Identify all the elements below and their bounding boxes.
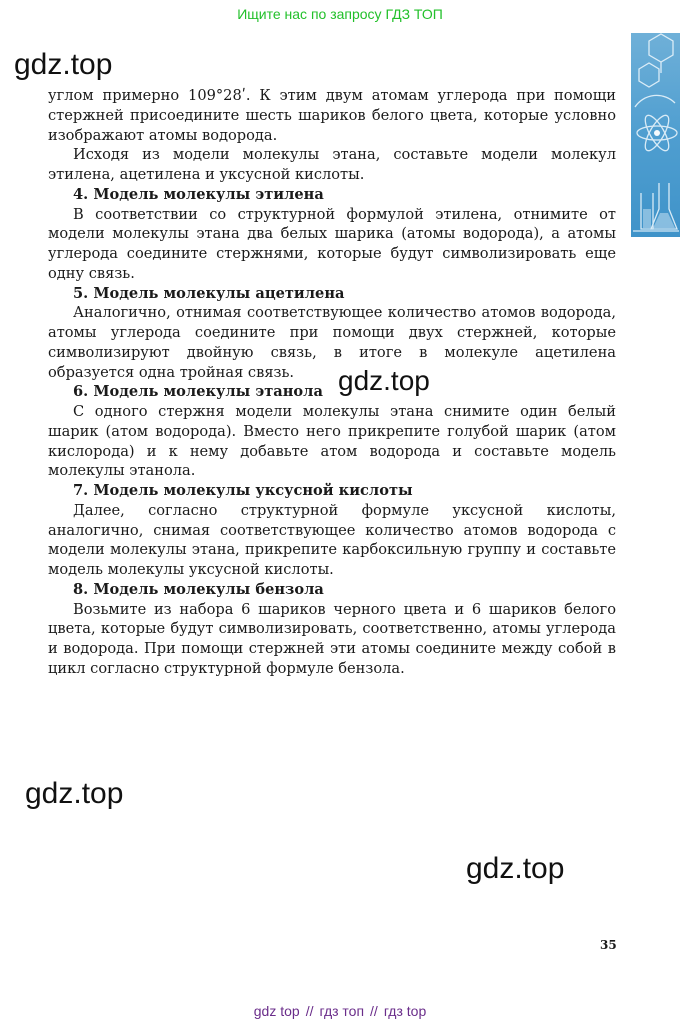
footer-link[interactable]: gdz top — [253, 1003, 300, 1019]
section-heading-ethylene: 4. Модель молекулы этилена — [73, 185, 324, 203]
paragraph-continuation: углом примерно 109°28ʹ. К этим двум атомам углерода при помощи стержней присоедините шесть шариков белого цвета, которые условно изображают атомы водорода. — [48, 87, 616, 144]
paragraph-ethylene: В соответствии со структурной формулой этилена, отнимите от модели молекулы этана два белых шарика (атомы водорода), а атомы углерода соедините стержнями, которые будут символизировать еще одну связь. — [48, 205, 616, 282]
section-heading-ethanol: 6. Модель молекулы этанола — [73, 383, 323, 401]
section-heading-acetic-acid: 7. Модель молекулы уксусной кислоты — [73, 482, 413, 499]
watermark-logo: gdz.top — [14, 48, 113, 81]
chemistry-decoration-image — [631, 33, 680, 237]
textbook-page-body — [48, 86, 616, 679]
watermark-logo: gdz.top — [25, 777, 124, 810]
chemistry-icons-illustration — [631, 33, 680, 237]
paragraph-ethanol: С одного стержня модели молекулы этана снимите один белый шарик (атом водорода). Вместо него прикрепите голубой шарик (атом кислорода) и к нему добавьте атом водорода и составьте модель молекулы этанола. — [48, 403, 616, 480]
paragraph-acetic-acid: Далее, согласно структурной формуле уксусной кислоты, аналогично, снимая соответствующее количество атомов водорода с модели молекулы этана, прикрепите карбоксильную группу и составьте модель молекулы уксусной кислоты. — [48, 501, 616, 578]
section-heading-benzene: 8. Модель молекулы бензола — [73, 580, 324, 598]
footer-separator: // — [305, 1003, 314, 1019]
footer-links — [0, 1003, 680, 1019]
page-number: 35 — [600, 938, 617, 952]
watermark-logo: gdz.top — [466, 852, 565, 885]
paragraph-task-intro: Исходя из модели молекулы этана, составьте модели молекул этилена, ацетилена и уксусной кислоты. — [48, 146, 616, 183]
paragraph-acetylene: Аналогично, отнимая соответствующее количество атомов водорода, атомы углерода соедините при помощи двух стержней, которые символизируют двойную связь, в итоге в молекуле ацетилена образуется одна тройная связь. — [48, 304, 616, 381]
paragraph-benzene: Возьмите из набора 6 шариков черного цвета и 6 шариков белого цвета, которые будут символизировать, соответственно, атомы углерода и водорода. При помощи стержней эти атомы соедините между собой в цикл согласно структурной формуле бензола. — [48, 600, 616, 677]
footer-separator: // — [370, 1003, 378, 1019]
search-banner[interactable]: Ищите нас по запросу ГДЗ ТОП — [237, 6, 443, 22]
section-heading-acetylene: 5. Модель молекулы ацетилена — [73, 284, 345, 302]
watermark-logo: gdz.top — [338, 365, 430, 396]
footer-link[interactable]: гдз top — [383, 1003, 427, 1019]
footer-link[interactable]: гдз топ — [319, 1003, 365, 1019]
